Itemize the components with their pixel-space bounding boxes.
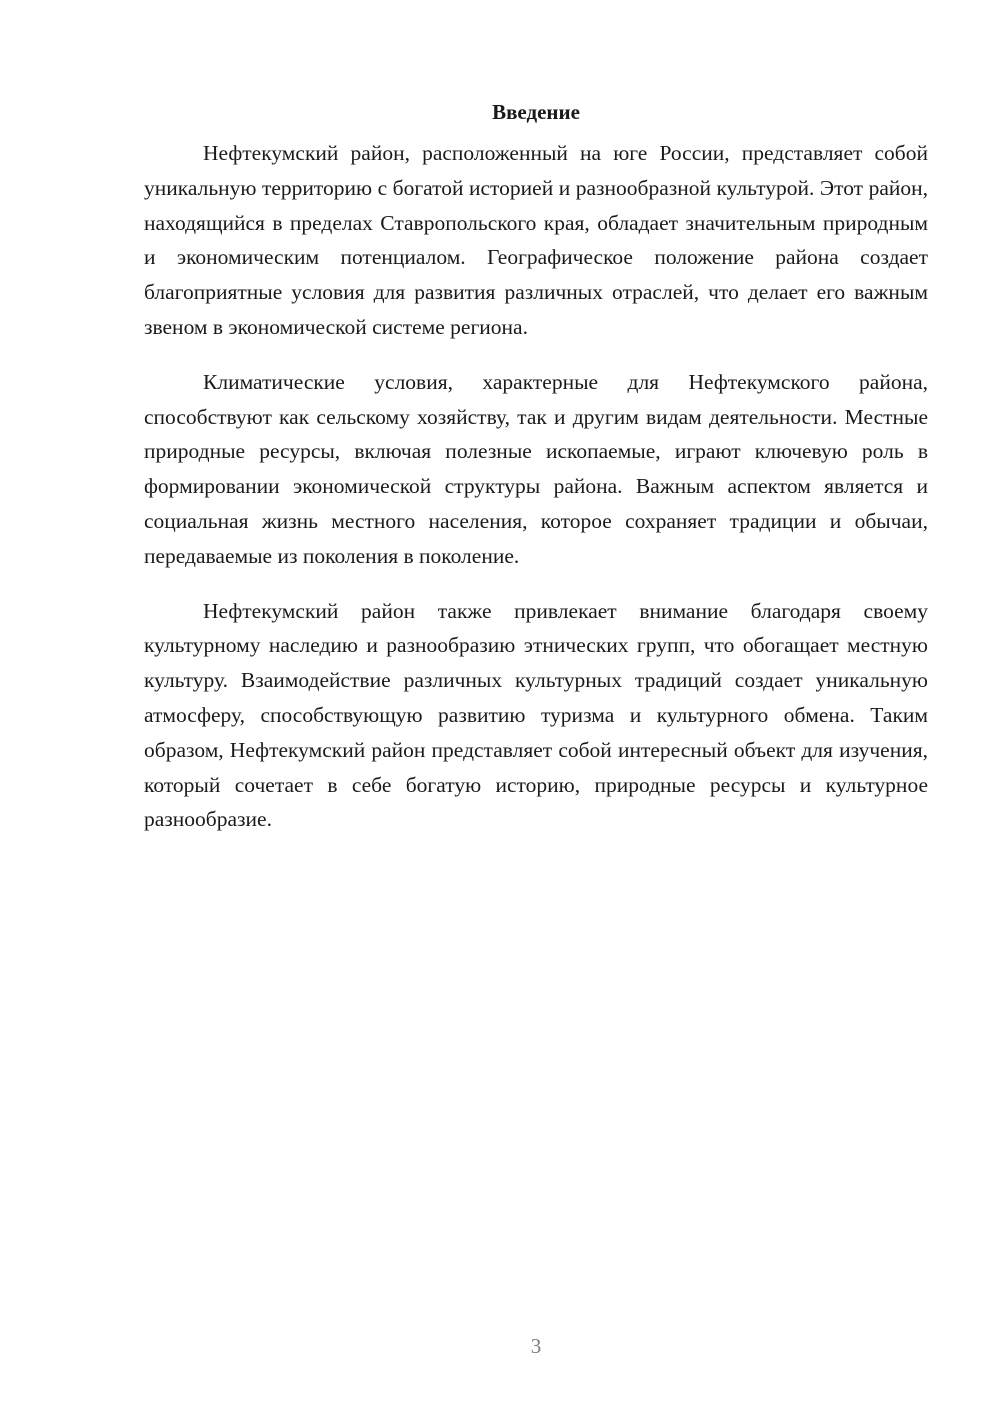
section-heading: Введение: [492, 100, 580, 124]
paragraph-3: Нефтекумский район также привлекает внимание благодаря своему культурному наследию и разнообразию этнических групп, что обогащает местную культуру. Взаимодействие различных культурных традиций создает уникальную атмосферу, способствующую развитию туризма и культурного обмена. Таким образом, Нефтекумский район представляет собой интересный объект для изучения, который сочетает в себе богатую историю, природные ресурсы и культурное разнообразие.: [144, 598, 928, 832]
page-content: [144, 98, 928, 857]
paragraph-1: Нефтекумский район, расположенный на юге России, представляет собой уникальную территорию с богатой историей и разнообразной культурой. Этот район, находящийся в пределах Ставропольского края, обладает значительным природным и экономическим потенциалом. Географическое положение района создает благоприятные условия для развития различных отраслей, что делает его важным звеном в экономической системе региона.: [144, 141, 928, 339]
page-number: 3: [530, 1334, 542, 1358]
paragraph-2: Климатические условия, характерные для Нефтекумского района, способствуют как сельскому хозяйству, так и другим видам деятельности. Местные природные ресурсы, включая полезные ископаемые, играют ключевую роль в формировании экономической структуры района. Важным аспектом является и социальная жизнь местного населения, которое сохраняет традиции и обычаи, передаваемые из поколения в поколение.: [144, 369, 928, 568]
